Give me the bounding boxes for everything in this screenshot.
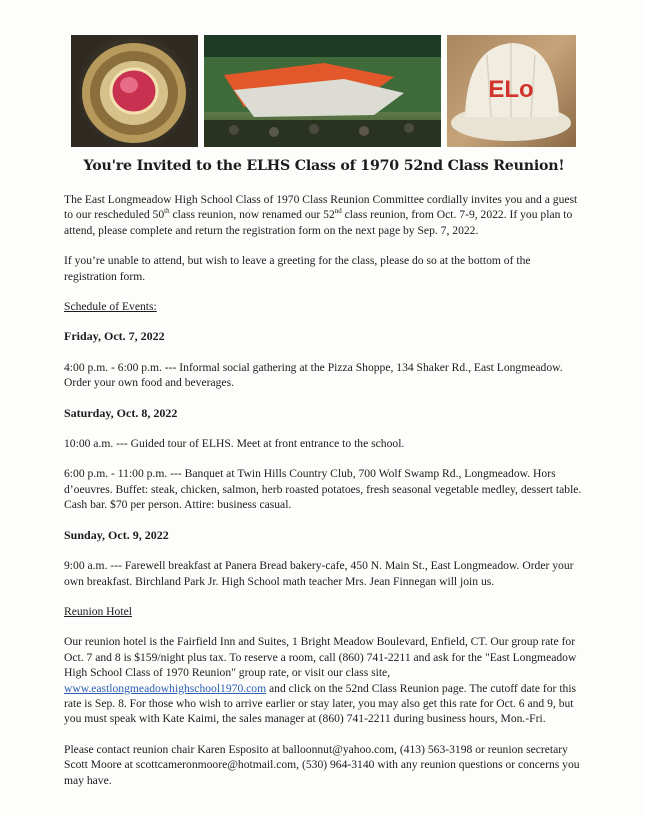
class-ring-photo	[71, 35, 198, 147]
intro-text-b: class reunion, now renamed our 52	[169, 208, 335, 222]
intro-text-a: The East Longmeadow High School Class of 1970 Class Reunion Committee cordially invites you and a guest to our rescheduled 50	[64, 193, 578, 222]
hotel-heading: Reunion Hotel	[64, 604, 132, 618]
hat-lettering: ELo	[488, 76, 534, 103]
schedule-heading: Schedule of Events:	[64, 300, 157, 314]
saturday-heading: Saturday, Oct. 8, 2022	[64, 405, 178, 420]
intro-sup-th: th	[164, 207, 170, 216]
sunday-event-1: 9:00 a.m. --- Farewell breakfast at Panera Bread bakery-cafe, 450 N. Main St., East Longmeadow. Order your own breakfast. Birchland Park Jr. High School math teacher Mrs. Jean Finnegan will join us.	[64, 559, 574, 588]
photo-strip	[71, 35, 576, 147]
intro-sup-nd: nd	[334, 207, 342, 216]
page-title: You're Invited to the ELHS Class of 1970 52nd Class Reunion!	[83, 158, 565, 174]
sunday-heading: Sunday, Oct. 9, 2022	[64, 527, 169, 542]
greeting-paragraph: If you’re unable to attend, but wish to leave a greeting for the class, please do so at the bottom of the registration form.	[64, 254, 531, 283]
intro-paragraph	[64, 192, 584, 238]
intro-text-c: class reunion, from Oct. 7-9, 2022. If you plan to attend, please complete and return the registration form on the next page by Sep. 7, 2022.	[64, 208, 573, 237]
invitation-body	[64, 158, 584, 788]
contact-paragraph: Please contact reunion chair Karen Esposito at balloonnut@yahoo.com, (413) 563-3198 or reunion secretary Scott Moore at scottcameronmoore@hotmail.com, (530) 964-3140 with any reunion questions or concerns you may have.	[64, 742, 580, 787]
hotel-text-a: Our reunion hotel is the Fairfield Inn and Suites, 1 Bright Meadow Boulevard, Enfield, CT. Our group rate for Oct. 7 and 8 is $159/night plus tax. To reserve a room, call (860) 741-2211 and ask for the "East Longmeadow High School Class of 1970 Reunion" group rate, or visit our class site,	[64, 635, 577, 680]
hotel-text-b: and click on the 52nd Class Reunion page. The cutoff date for this rate is Sep. 8. For those who wish to arrive earlier or stay later, you may also get this rate for Oct. 6 and 9, but you must speak with Kate Kaimi, the sales manager at (860) 741-2211 during business hours, Mon.-Fri.	[64, 681, 577, 726]
saturday-event-1: 10:00 a.m. --- Guided tour of ELHS. Meet at front entrance to the school.	[64, 437, 405, 451]
hotel-paragraph	[64, 634, 584, 726]
class-site-link[interactable]: www.eastlongmeadowhighschool1970.com	[64, 681, 267, 695]
graduation-ceremony-photo	[204, 35, 441, 147]
friday-event-1: 4:00 p.m. - 6:00 p.m. --- Informal social gathering at the Pizza Shoppe, 134 Shaker Rd., East Longmeadow. Order your own food and beverages.	[64, 360, 563, 390]
friday-heading: Friday, Oct. 7, 2022	[64, 329, 165, 344]
saturday-event-2: 6:00 p.m. - 11:00 p.m. --- Banquet at Twin Hills Country Club, 700 Wolf Swamp Rd., Longmeadow. Hors d’oeuvres. Buffet: steak, chicken, salmon, herb roasted potatoes, fresh seasonal vegetable medley, dessert table. Cash bar. $70 per person. Attire: business casual.	[64, 467, 582, 512]
class-hat-photo	[447, 35, 576, 147]
